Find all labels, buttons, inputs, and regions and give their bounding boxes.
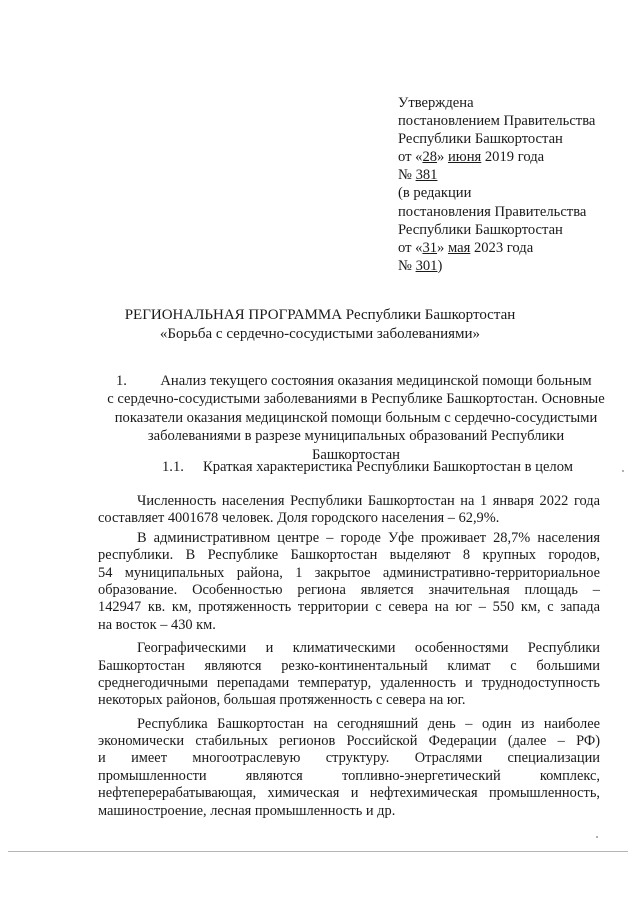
text-line: экономически стабильных регионов Российской Федерации (далее – РФ) bbox=[98, 733, 600, 750]
text-line: промышленности являются топливно-энергетический комплекс, bbox=[98, 767, 600, 784]
section-1-heading bbox=[96, 372, 616, 464]
section-1-line: заболеваниями в разрезе муниципальных образований Республики bbox=[147, 428, 565, 445]
body-text bbox=[98, 493, 600, 826]
approval-text: ) bbox=[437, 257, 443, 274]
text-line: нефтеперерабатывающая, химическая и нефтехимическая промышленность, bbox=[98, 785, 600, 802]
approval-day: 28 bbox=[422, 149, 438, 166]
text-line: В административном центре – городе Уфе проживает 28,7% населения bbox=[137, 529, 600, 546]
paragraph-2 bbox=[98, 530, 600, 634]
approval-block bbox=[398, 94, 633, 275]
approval-text: » bbox=[437, 239, 448, 256]
text-line: составляет 4001678 человек. Доля городского населения – 62,9%. bbox=[98, 510, 500, 527]
paragraph-3 bbox=[98, 640, 600, 710]
text-line: Республика Башкортостан на сегодняшний день – один из наиболее bbox=[137, 715, 600, 732]
approval-text: от « bbox=[398, 239, 423, 256]
text-line: Численность населения Республики Башкортостан на 1 января 2022 года bbox=[137, 493, 600, 509]
text-line: Башкортостан являются резко-континентальный климат с большими bbox=[98, 657, 600, 674]
text-line: 54 муниципальных района, 1 закрытое административно-территориальное bbox=[98, 564, 600, 581]
program-subtitle: «Борьба с сердечно-сосудистыми заболеваниями» bbox=[159, 326, 481, 342]
section-1-line: с сердечно-сосудистыми заболеваниями в Республике Башкортостан. Основные bbox=[107, 391, 605, 408]
text-line: республики. В Республике Башкортостан выделяют 8 крупных городов, bbox=[98, 547, 600, 564]
scan-speck bbox=[622, 470, 624, 472]
approval-date-line bbox=[398, 148, 633, 166]
approval-line: постановления Правительства bbox=[398, 203, 587, 220]
section-1-first-row bbox=[96, 372, 616, 390]
approval-line: Республики Башкортостан bbox=[398, 221, 563, 238]
program-title bbox=[60, 306, 580, 344]
text-line: на восток – 430 км. bbox=[98, 616, 216, 633]
approval-line: постановлением Правительства bbox=[398, 113, 596, 130]
text-line: 142947 кв. км, протяженность территории с севера на юг – 550 км, с запада bbox=[98, 599, 600, 616]
paragraph-1 bbox=[98, 493, 600, 528]
revision-number: 301 bbox=[415, 257, 438, 274]
revision-date-line bbox=[398, 239, 633, 257]
section-1-1-title: Краткая характеристика Республики Башкортостан в целом bbox=[203, 459, 573, 475]
program-title-line: РЕГИОНАЛЬНАЯ ПРОГРАММА Республики Башкортостан bbox=[124, 307, 516, 323]
text-line: и имеет многоотраслевую структуру. Отраслями специализации bbox=[98, 750, 600, 767]
text-line: Географическими и климатическими особенностями Республики bbox=[137, 640, 600, 657]
section-1-1-number: 1.1. bbox=[162, 459, 184, 475]
revision-number-line bbox=[398, 257, 633, 275]
section-1-line: показатели оказания медицинской помощи больным с сердечно-сосудистыми bbox=[114, 409, 598, 426]
revision-day: 31 bbox=[422, 239, 438, 256]
approval-text: № bbox=[398, 257, 416, 274]
approval-line: Республики Башкортостан bbox=[398, 131, 563, 148]
approval-text: № bbox=[398, 167, 416, 184]
approval-number: 381 bbox=[415, 167, 438, 184]
revision-month: мая bbox=[447, 239, 471, 256]
text-line: среднегодичными перепадами температур, удаленность и труднодоступность bbox=[98, 674, 600, 691]
approval-text: » bbox=[437, 149, 448, 166]
approval-number-line bbox=[398, 166, 633, 184]
scan-speck bbox=[596, 836, 598, 838]
approval-month: июня bbox=[447, 149, 482, 166]
approval-text: от « bbox=[398, 149, 423, 166]
section-1-line: Анализ текущего состояния оказания медицинской помощи больным bbox=[160, 373, 592, 389]
approval-text: 2023 года bbox=[470, 239, 534, 256]
text-line: некоторых районов, большая протяженность с севера на юг. bbox=[98, 692, 466, 709]
section-1-line: Башкортостан bbox=[311, 446, 400, 463]
text-line: машиностроение, лесная промышленность и др. bbox=[98, 802, 396, 819]
approval-line: Утверждена bbox=[398, 95, 474, 111]
section-1-number: 1. bbox=[116, 373, 127, 389]
paragraph-4 bbox=[98, 716, 600, 820]
approval-line: (в редакции bbox=[398, 185, 472, 202]
page-bottom-rule bbox=[8, 851, 628, 852]
text-line: образование. Особенностью региона является значительная площадь – bbox=[98, 581, 600, 598]
approval-text: 2019 года bbox=[481, 149, 545, 166]
